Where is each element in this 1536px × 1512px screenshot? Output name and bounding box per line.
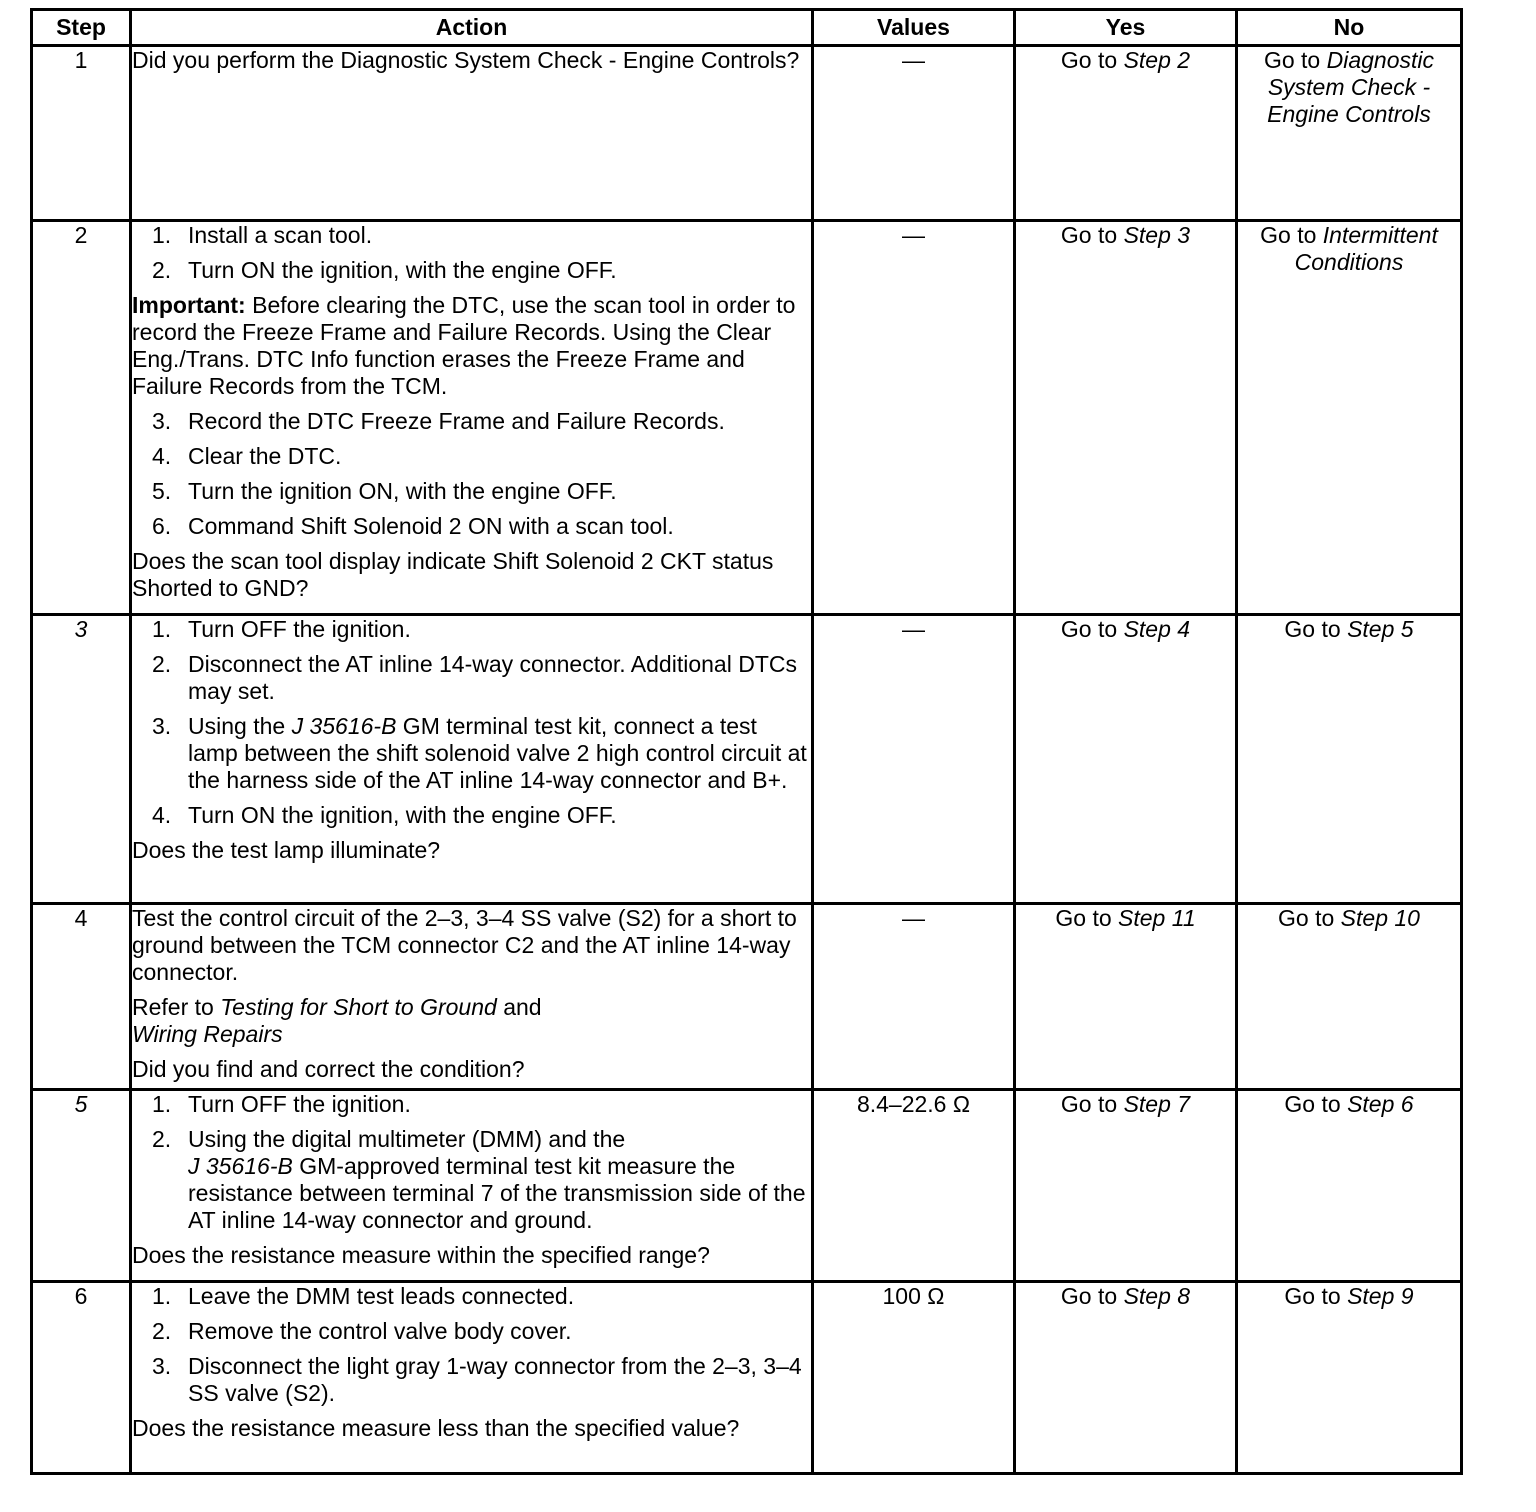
action-steps	[132, 222, 811, 284]
yes-cell	[1015, 615, 1237, 904]
action-step: 2. Using the digital multimeter (DMM) and the J 35616-B GM-approved terminal test kit measure the resistance between terminal 7 of the transmission side of the AT inline 14-way connector and ground.	[152, 1126, 806, 1233]
no-prefix: Go to	[1260, 222, 1323, 248]
action-step: 3. Record the DTC Freeze Frame and Failure Records.	[152, 408, 725, 434]
header-step: Step	[32, 10, 131, 46]
action-question: Did you find and correct the condition?	[132, 1056, 525, 1082]
no-step-link[interactable]: Step 5	[1347, 616, 1414, 642]
no-cell	[1237, 904, 1462, 1090]
no-prefix: Go to	[1284, 616, 1348, 642]
action-step: 1. Turn OFF the ignition.	[152, 1091, 411, 1117]
action-steps	[132, 1091, 811, 1234]
no-step-link[interactable]: Diagnostic System Check - Engine Controls	[1267, 47, 1435, 127]
step-number: 6	[32, 1282, 131, 1474]
refer-link[interactable]: Testing for Short to Ground	[220, 994, 497, 1020]
important-label: Important:	[132, 292, 246, 318]
action-cell	[131, 615, 813, 904]
values-cell: 8.4–22.6 Ω	[813, 1090, 1015, 1282]
action-step: 3. Disconnect the light gray 1-way connector from the 2–3, 3–4 SS valve (S2).	[152, 1353, 802, 1406]
no-cell	[1237, 1090, 1462, 1282]
no-step-link[interactable]: Step 9	[1347, 1283, 1414, 1309]
action-step: 2. Turn ON the ignition, with the engine OFF.	[152, 257, 617, 283]
action-step: 1. Install a scan tool.	[152, 222, 373, 248]
yes-step-link[interactable]: Step 3	[1123, 222, 1191, 248]
yes-step-link[interactable]: Step 4	[1123, 616, 1191, 642]
yes-step-link[interactable]: Step 7	[1123, 1091, 1191, 1117]
action-text: Test the control circuit of the 2–3, 3–4 SS valve (S2) for a short to ground between the TCM connector C2 and the AT inline 14-way connector.	[132, 905, 797, 985]
action-question: Does the test lamp illuminate?	[132, 837, 441, 863]
diagnostic-table	[30, 8, 1463, 1475]
step-number: 2	[32, 221, 131, 615]
action-step: 3. Using the J 35616-B GM terminal test kit, connect a test lamp between the shift solenoid valve 2 high control circuit at the harness side of the AT inline 14-way connector and B+.	[152, 713, 807, 793]
action-steps	[132, 1283, 811, 1407]
action-step: 1. Leave the DMM test leads connected.	[152, 1283, 575, 1309]
action-cell	[131, 1090, 813, 1282]
values-cell: 100 Ω	[813, 1282, 1015, 1474]
yes-step-link[interactable]: Step 8	[1123, 1283, 1191, 1309]
action-text: Did you perform the Diagnostic System Check - Engine Controls?	[132, 47, 800, 73]
no-cell	[1237, 46, 1462, 221]
refer-note: Refer to Testing for Short to Ground and Wiring Repairs	[132, 994, 542, 1047]
important-note	[132, 292, 811, 400]
yes-cell	[1015, 1282, 1237, 1474]
yes-step-link[interactable]: Step 11	[1118, 905, 1196, 931]
table-row	[32, 46, 1462, 221]
no-cell	[1237, 221, 1462, 615]
yes-prefix: Go to	[1060, 1283, 1124, 1309]
action-step: 5. Turn the ignition ON, with the engine OFF.	[152, 478, 617, 504]
yes-cell	[1015, 904, 1237, 1090]
action-question: Does the resistance measure less than the specified value?	[132, 1415, 740, 1441]
no-prefix: Go to	[1263, 47, 1327, 73]
step-number: 1	[32, 46, 131, 221]
action-steps	[132, 616, 811, 829]
step-number: 3	[32, 615, 131, 904]
header-yes: Yes	[1015, 10, 1237, 46]
important-text: Before clearing the DTC, use the scan tool in order to record the Freeze Frame and Failure Records. Using the Clear Eng./Trans. DTC Info function erases the Freeze Frame and Failure Records from the TCM.	[132, 292, 796, 399]
action-cell	[131, 1282, 813, 1474]
action-step: 2. Remove the control valve body cover.	[152, 1318, 572, 1344]
yes-prefix: Go to	[1060, 47, 1124, 73]
values-cell: —	[813, 46, 1015, 221]
table-row	[32, 1090, 1462, 1282]
action-cell	[131, 904, 813, 1090]
yes-cell	[1015, 221, 1237, 615]
action-step: 2. Disconnect the AT inline 14-way connector. Additional DTCs may set.	[152, 651, 797, 704]
no-prefix: Go to	[1278, 905, 1341, 931]
table-row	[32, 904, 1462, 1090]
header-values: Values	[813, 10, 1015, 46]
no-prefix: Go to	[1284, 1283, 1348, 1309]
tool-reference[interactable]: J 35616-B	[188, 1153, 293, 1179]
table-row	[32, 221, 1462, 615]
action-cell	[131, 46, 813, 221]
action-step: 1. Turn OFF the ignition.	[152, 616, 411, 642]
header-row	[32, 10, 1462, 46]
yes-cell	[1015, 1090, 1237, 1282]
yes-prefix: Go to	[1060, 1091, 1124, 1117]
refer-link[interactable]: Wiring Repairs	[132, 1021, 283, 1047]
no-prefix: Go to	[1284, 1091, 1348, 1117]
header-action: Action	[131, 10, 813, 46]
values-cell: —	[813, 904, 1015, 1090]
action-cell	[131, 221, 813, 615]
values-cell: —	[813, 615, 1015, 904]
tool-reference[interactable]: J 35616-B	[291, 713, 397, 739]
yes-step-link[interactable]: Step 2	[1123, 47, 1191, 73]
no-step-link[interactable]: Step 6	[1347, 1091, 1414, 1117]
table-row	[32, 1282, 1462, 1474]
no-step-link[interactable]: Intermittent Conditions	[1294, 222, 1438, 275]
values-cell: —	[813, 221, 1015, 615]
no-cell	[1237, 615, 1462, 904]
action-steps	[132, 408, 811, 540]
action-question: Does the scan tool display indicate Shift Solenoid 2 CKT status Shorted to GND?	[132, 548, 774, 601]
yes-cell	[1015, 46, 1237, 221]
no-step-link[interactable]: Step 10	[1340, 905, 1420, 931]
action-question: Does the resistance measure within the specified range?	[132, 1242, 710, 1268]
yes-prefix: Go to	[1055, 905, 1119, 931]
action-step: 4. Clear the DTC.	[152, 443, 342, 469]
step-number: 5	[32, 1090, 131, 1282]
yes-prefix: Go to	[1060, 222, 1124, 248]
action-step: 6. Command Shift Solenoid 2 ON with a scan tool.	[152, 513, 674, 539]
no-cell	[1237, 1282, 1462, 1474]
action-step: 4. Turn ON the ignition, with the engine OFF.	[152, 802, 617, 828]
step-number: 4	[32, 904, 131, 1090]
yes-prefix: Go to	[1060, 616, 1124, 642]
header-no: No	[1237, 10, 1462, 46]
table-row	[32, 615, 1462, 904]
